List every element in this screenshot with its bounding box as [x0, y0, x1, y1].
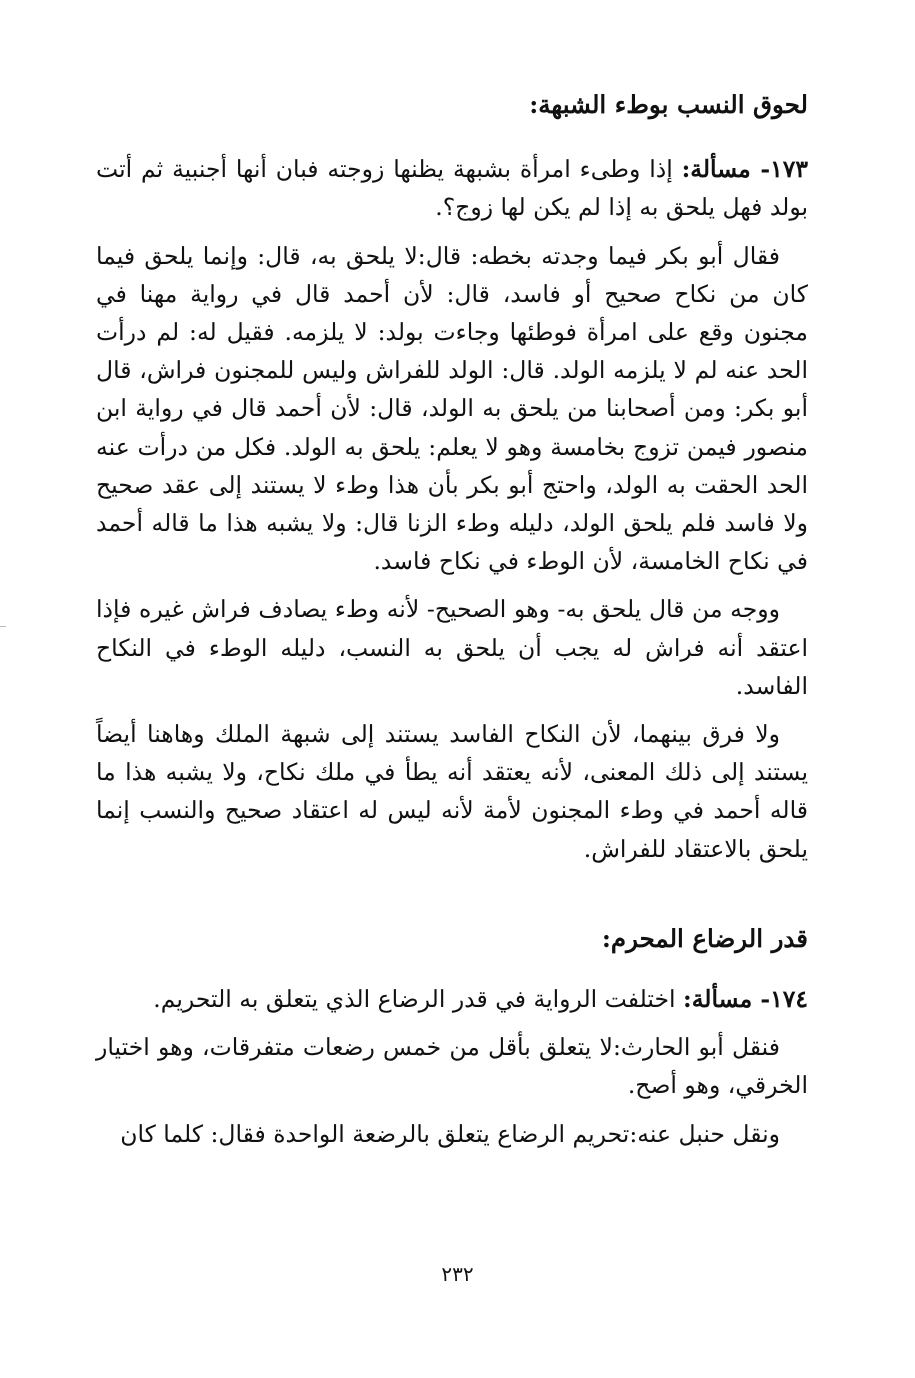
question-text: اختلفت الرواية في قدر الرضاع الذي يتعلق به التحريم.: [153, 985, 676, 1014]
page-number: ٢٣٢: [441, 1262, 474, 1286]
question-label: ١٧٣- مسألة:: [681, 155, 808, 184]
question-label: ١٧٤- مسألة:: [683, 985, 808, 1014]
section-heading-nasab: لحوق النسب بوطء الشبهة:: [529, 90, 808, 119]
question-173: [96, 150, 808, 226]
paragraph-abu-bakr: فقال أبو بكر فيما وجدته بخطه: قال:لا يلحق به، قال: وإنما يلحق فيما كان من نكاح صحيح أو فاسد، قال: لأن أحمد قال في رواية مهنا في مجنون وقع على امرأة فوطئها وجاءت بولد: لا يلزمه. فقيل له: لم درأت الحد عنه لم لا يلزمه الولد. قال: الولد للفراش وليس للمجنون فراش، قال أبو بكر: ومن أصحابنا من يلحق به الولد، قال: لأن أحمد قال في رواية ابن منصور فيمن تزوج بخامسة وهو لا يعلم: يلحق به الولد. فكل من درأت عنه الحد الحقت به الولد، واحتج أبو بكر بأن هذا وطء لا يستند إلى عقد صحيح ولا فاسد فلم يلحق الولد، دليله وطء الزنا قال: ولا يشبه هذا ما قاله أحمد في نكاح الخامسة، لأن الوطء في نكاح فاسد.: [96, 241, 808, 576]
paragraph-correct-view: ووجه من قال يلحق به- وهو الصحيح- لأنه وطء يصادف فراش غيره فإذا اعتقد أنه فراش له يجب أن يلحق به النسب، دليله الوطء في النكاح الفاسد.: [96, 595, 808, 700]
paragraph-hanbal: ونقل حنبل عنه:تحريم الرضاع يتعلق بالرضعة الواحدة فقال: كلما كان: [120, 1119, 780, 1148]
question-text: إذا وطىء امرأة بشبهة يظنها زوجته فبان أنها أجنبية ثم أتت بولد فهل يلحق به إذا لم يكن لها زوج؟.: [96, 155, 808, 222]
paragraph-abu-al-harith: فنقل أبو الحارث:لا يتعلق بأقل من خمس رضعات متفرقات، وهو اختيار الخرقي، وهو أصح.: [96, 1033, 808, 1100]
section-heading-rada: قدر الرضاع المحرم:: [601, 923, 808, 953]
question-174: [96, 980, 808, 1018]
scan-margin-mark: [0, 626, 6, 627]
paragraph-no-difference: ولا فرق بينهما، لأن النكاح الفاسد يستند إلى شبهة الملك وهاهنا أيضاً يستند إلى ذلك المعنى، لأنه يعتقد أنه يطأ في ملك نكاح، ولا يشبه هذا ما قاله أحمد في وطء المجنون لأمة لأنه ليس له اعتقاد صحيح والنسب إنما يلحق بالاعتقاد للفراش.: [96, 720, 808, 863]
page-body: [96, 86, 808, 1163]
